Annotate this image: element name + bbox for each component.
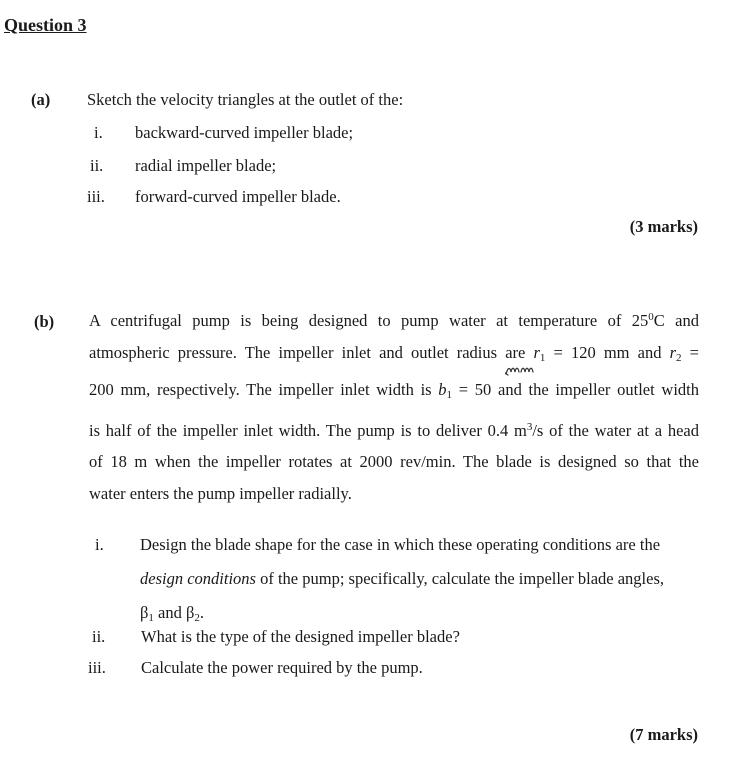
part-a-item-num: i. — [94, 123, 103, 142]
item-line: Design the blade shape for the case in which these operating conditions are the — [140, 535, 661, 554]
svg-text:mm: mm — [535, 374, 537, 375]
paragraph-line: water enters the pump impeller radially. — [89, 483, 352, 503]
part-b-item-num: ii. — [92, 627, 106, 646]
part-b-item-text — [140, 528, 700, 635]
part-a-label: (a) — [31, 90, 51, 109]
paragraph-line: 200 mm, respectively. The impeller inlet width is $b_1 = 50$ and the impeller outlet width — [89, 380, 699, 402]
paragraph-line: is half of the impeller inlet width. The pump is to deliver 0.4 $m^3/s$ of the water at a head — [89, 420, 699, 440]
part-b-item-num: iii. — [88, 658, 106, 677]
part-a-item-text: forward-curved impeller blade. — [135, 187, 341, 206]
part-a-item-num: iii. — [87, 187, 105, 206]
part-b-item-num: i. — [95, 535, 104, 554]
item-line: $\beta_1$ and $\beta_2$. — [140, 603, 204, 624]
part-b-marks: (7 marks) — [629, 725, 698, 744]
paragraph-line: of 18 m when the impeller rotates at 2000 rev/min. The blade is designed so that the — [89, 452, 699, 472]
part-a-prompt: Sketch the velocity triangles at the outlet of the: — [87, 90, 404, 109]
part-b-item-text: What is the type of the designed impeller blade? — [141, 627, 460, 646]
part-b-item-text: Calculate the power required by the pump. — [141, 658, 423, 677]
part-a-item-num: ii. — [90, 156, 104, 175]
paragraph-line: A centrifugal pump is being designed to pump water at temperature of $25^0C$ and — [89, 311, 699, 330]
part-a-item-text: radial impeller blade; — [135, 156, 277, 175]
paragraph-line: atmospheric pressure. The impeller inlet and outlet radius are $r_1 = 120$ mm and $r_2$ = — [89, 342, 699, 364]
part-a-item-text: backward-curved impeller blade; — [135, 123, 354, 142]
item-line: design conditions of the pump; specifically, calculate the impeller blade angles, — [140, 569, 665, 588]
part-a-marks: (3 marks) — [629, 217, 698, 236]
part-b-paragraph — [89, 302, 699, 510]
question-title: Question 3 — [4, 15, 87, 35]
handwritten-mm-annotation — [505, 362, 541, 376]
part-b-label: (b) — [34, 312, 55, 331]
